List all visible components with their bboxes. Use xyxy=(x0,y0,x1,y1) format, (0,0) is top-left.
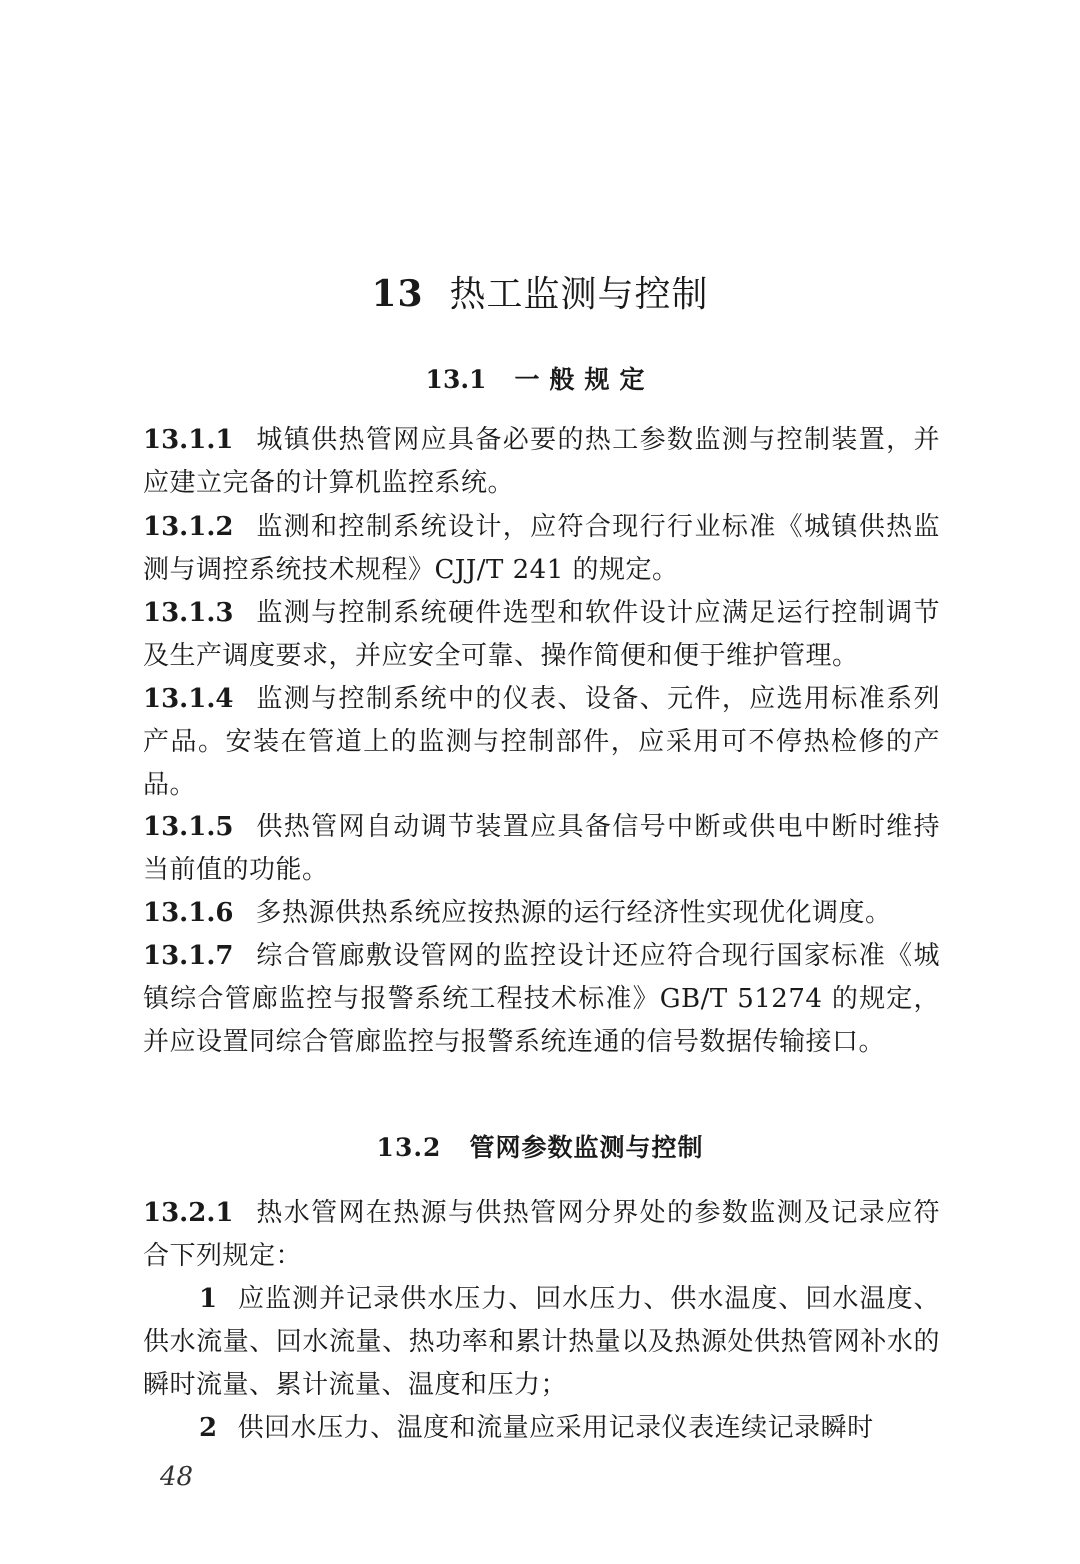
clause-number: 13.1.1 xyxy=(143,425,234,455)
item-text: 应监测并记录供水压力、回水压力、供水温度、回水温度、供水流量、回水流量、热功率和累计热量以及热源处供热管网补水的瞬时流量、累计流量、温度和压力； xyxy=(143,1284,940,1400)
section-title-text: 管网参数监测与控制 xyxy=(469,1133,704,1162)
clause-text: 监测和控制系统设计，应符合现行行业标准《城镇供热监测与调控系统技术规程》CJJ/T 241 的规定。 xyxy=(143,512,940,585)
clause-number: 13.1.5 xyxy=(143,812,234,842)
clause-text: 监测与控制系统硬件选型和软件设计应满足运行控制调节及生产调度要求，并应安全可靠、操作简便和便于维护管理。 xyxy=(143,598,940,671)
item-number: 1 xyxy=(199,1284,218,1314)
clause-number: 13.1.4 xyxy=(143,684,234,714)
clause-text: 综合管廊敷设管网的监控设计还应符合现行国家标准《城镇综合管廊监控与报警系统工程技术标准》GB/T 51274 的规定，并应设置同综合管廊监控与报警系统连通的信号数据传输接口。 xyxy=(143,941,940,1057)
clause-text: 热水管网在热源与供热管网分界处的参数监测及记录应符合下列规定： xyxy=(143,1198,940,1271)
chapter-title-text: 热工监测与控制 xyxy=(449,274,709,315)
clause-number: 13.1.2 xyxy=(143,512,234,542)
clause-text: 多热源供热系统应按热源的运行经济性实现优化调度。 xyxy=(255,898,892,928)
clause-number: 13.1.3 xyxy=(143,598,234,628)
clause-13-1-3 xyxy=(143,592,940,678)
item-number: 2 xyxy=(199,1413,218,1443)
item-text: 供回水压力、温度和流量应采用记录仪表连续记录瞬时 xyxy=(237,1413,874,1443)
clause-text: 监测与控制系统中的仪表、设备、元件，应选用标准系列产品。安装在管道上的监测与控制部件，应采用可不停热检修的产品。 xyxy=(143,684,940,800)
clause-13-2-1 xyxy=(143,1192,940,1278)
section-title-text: 一般规定 xyxy=(514,365,655,394)
section-number: 13.1 xyxy=(425,365,487,394)
clause-13-1-7 xyxy=(143,935,940,1064)
clause-text: 供热管网自动调节装置应具备信号中断或供电中断时维持当前值的功能。 xyxy=(143,812,940,885)
clause-13-1-6 xyxy=(143,892,940,935)
chapter-number: 13 xyxy=(371,273,424,315)
clause-13-1-2 xyxy=(143,506,940,592)
page-number: 48 xyxy=(160,1462,194,1492)
clause-13-1-4 xyxy=(143,678,940,807)
clause-number: 13.2.1 xyxy=(143,1198,234,1228)
list-item-1 xyxy=(143,1278,940,1407)
clause-13-1-5 xyxy=(143,806,940,892)
list-item-2 xyxy=(143,1407,940,1450)
section-title-13-2 xyxy=(0,1130,1080,1166)
section-title-13-1 xyxy=(0,362,1080,398)
clause-number: 13.1.7 xyxy=(143,941,234,971)
clause-text: 城镇供热管网应具备必要的热工参数监测与控制装置，并应建立完备的计算机监控系统。 xyxy=(143,425,940,498)
section-number: 13.2 xyxy=(376,1133,442,1162)
clause-13-1-1 xyxy=(143,419,940,505)
clause-number: 13.1.6 xyxy=(143,898,234,928)
chapter-title xyxy=(0,268,1080,321)
